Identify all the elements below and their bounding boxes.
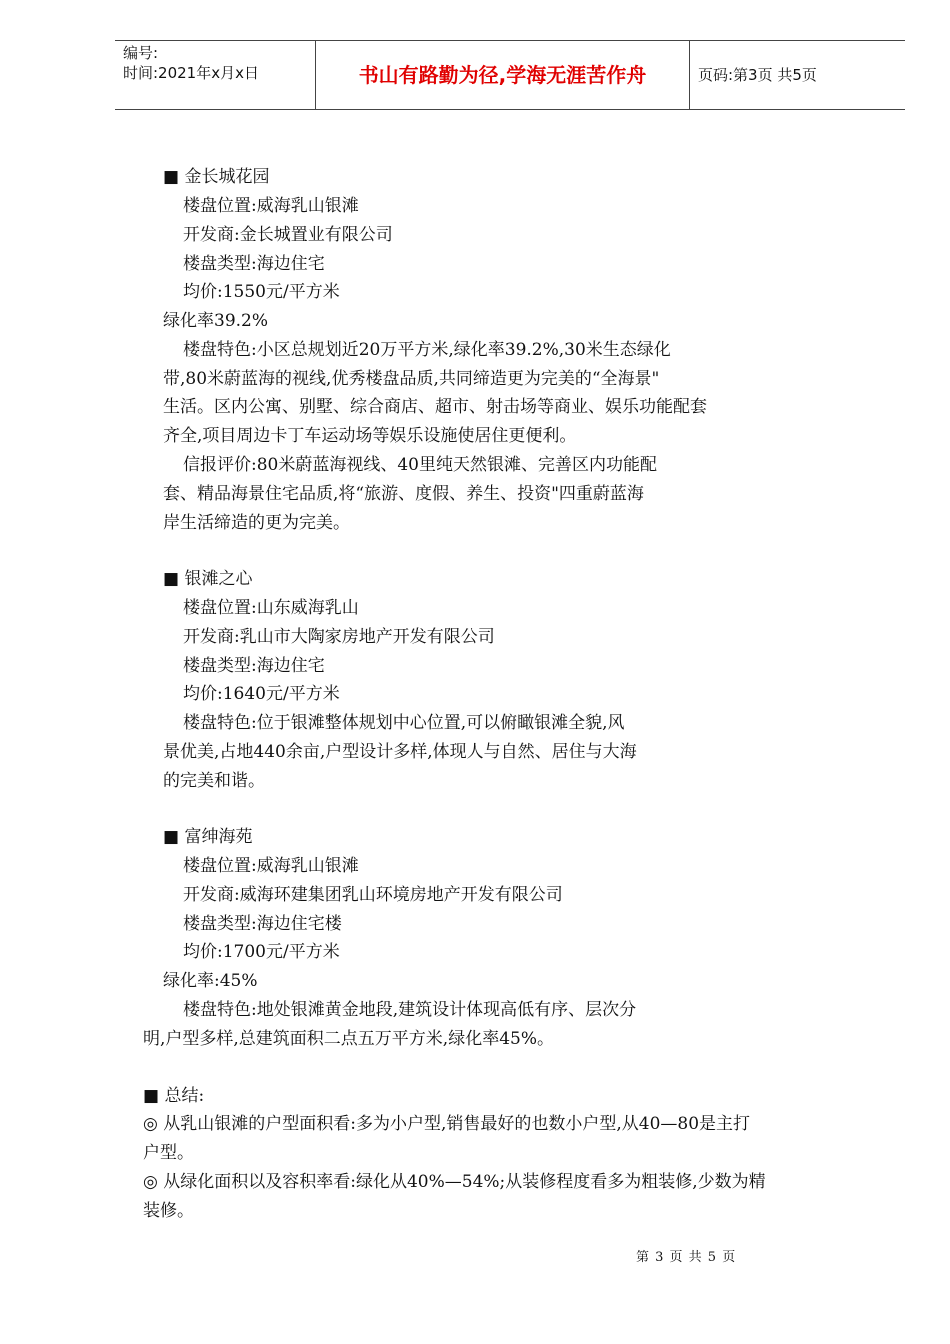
text-line: 楼盘特色:小区总规划近20万平方米,绿化率39.2%,30米生态绿化: [183, 340, 671, 360]
section-title: ■ 金长城花园: [163, 167, 270, 187]
text-line: 楼盘特色:位于银滩整体规划中心位置,可以俯瞰银滩全貌,风: [183, 713, 625, 733]
text-line: 生活。区内公寓、别墅、综合商店、超市、射击场等商业、娱乐功能配套: [163, 397, 707, 417]
text-line: 明,户型多样,总建筑面积二点五万平方米,绿化率45%。: [143, 1029, 554, 1049]
text-line: 装修。: [143, 1201, 194, 1221]
text-line: 楼盘特色:地处银滩黄金地段,建筑设计体现高低有序、层次分: [183, 1000, 637, 1020]
text-line: 均价:1640元/平方米: [183, 684, 340, 704]
header-motto: 书山有路勤为径,学海无涯苦作舟: [316, 41, 690, 109]
text-line: 的完美和谐。: [163, 771, 265, 791]
text-line: 岸生活缔造的更为完美。: [163, 513, 350, 533]
text-line: 信报评价:80米蔚蓝海视线、40里纯天然银滩、完善区内功能配: [183, 455, 657, 475]
text-line: 楼盘类型:海边住宅楼: [183, 914, 342, 934]
number-label: 编号:: [123, 44, 159, 62]
text-line: 户型。: [143, 1143, 194, 1163]
text-line: 带,80米蔚蓝海的视线,优秀楼盘品质,共同缔造更为完美的“全海景": [163, 369, 660, 389]
text-line: 楼盘位置:威海乳山银滩: [183, 196, 359, 216]
text-line: 楼盘类型:海边住宅: [183, 656, 325, 676]
text-line: 开发商:威海环建集团乳山环境房地产开发有限公司: [183, 885, 563, 905]
header-meta: [115, 41, 316, 109]
text-line: 均价:1700元/平方米: [183, 942, 340, 962]
text-line: ◎ 从绿化面积以及容积率看:绿化从40%—54%;从装修程度看多为粗装修,少数为精: [143, 1172, 766, 1192]
time-label: 时间:2021年x月x日: [123, 64, 259, 82]
text-line: 楼盘位置:威海乳山银滩: [183, 856, 359, 876]
section-title: ■ 富绅海苑: [163, 827, 253, 847]
text-line: 楼盘类型:海边住宅: [183, 254, 325, 274]
text-line: 套、精品海景住宅品质,将“旅游、度假、养生、投资"四重蔚蓝海: [163, 484, 644, 504]
text-line: 齐全,项目周边卡丁车运动场等娱乐设施使居住更便利。: [163, 426, 577, 446]
header-page-info: 页码:第3页 共5页: [698, 66, 817, 84]
page-footer: 第 3 页 共 5 页: [636, 1250, 737, 1265]
text-line: ◎ 从乳山银滩的户型面积看:多为小户型,销售最好的也数小户型,从40—80是主打: [143, 1114, 751, 1134]
text-line: 均价:1550元/平方米: [183, 282, 340, 302]
text-line: 绿化率:45%: [163, 971, 258, 991]
text-line: 楼盘位置:山东威海乳山: [183, 598, 359, 618]
text-line: 开发商:金长城置业有限公司: [183, 225, 393, 245]
section-title: ■ 银滩之心: [163, 569, 253, 589]
text-line: 绿化率39.2%: [163, 311, 269, 331]
section-title: ■ 总结:: [143, 1086, 205, 1106]
page-header: [115, 40, 905, 110]
text-line: 景优美,占地440余亩,户型设计多样,体现人与自然、居住与大海: [163, 742, 637, 762]
text-line: 开发商:乳山市大陶家房地产开发有限公司: [183, 627, 495, 647]
